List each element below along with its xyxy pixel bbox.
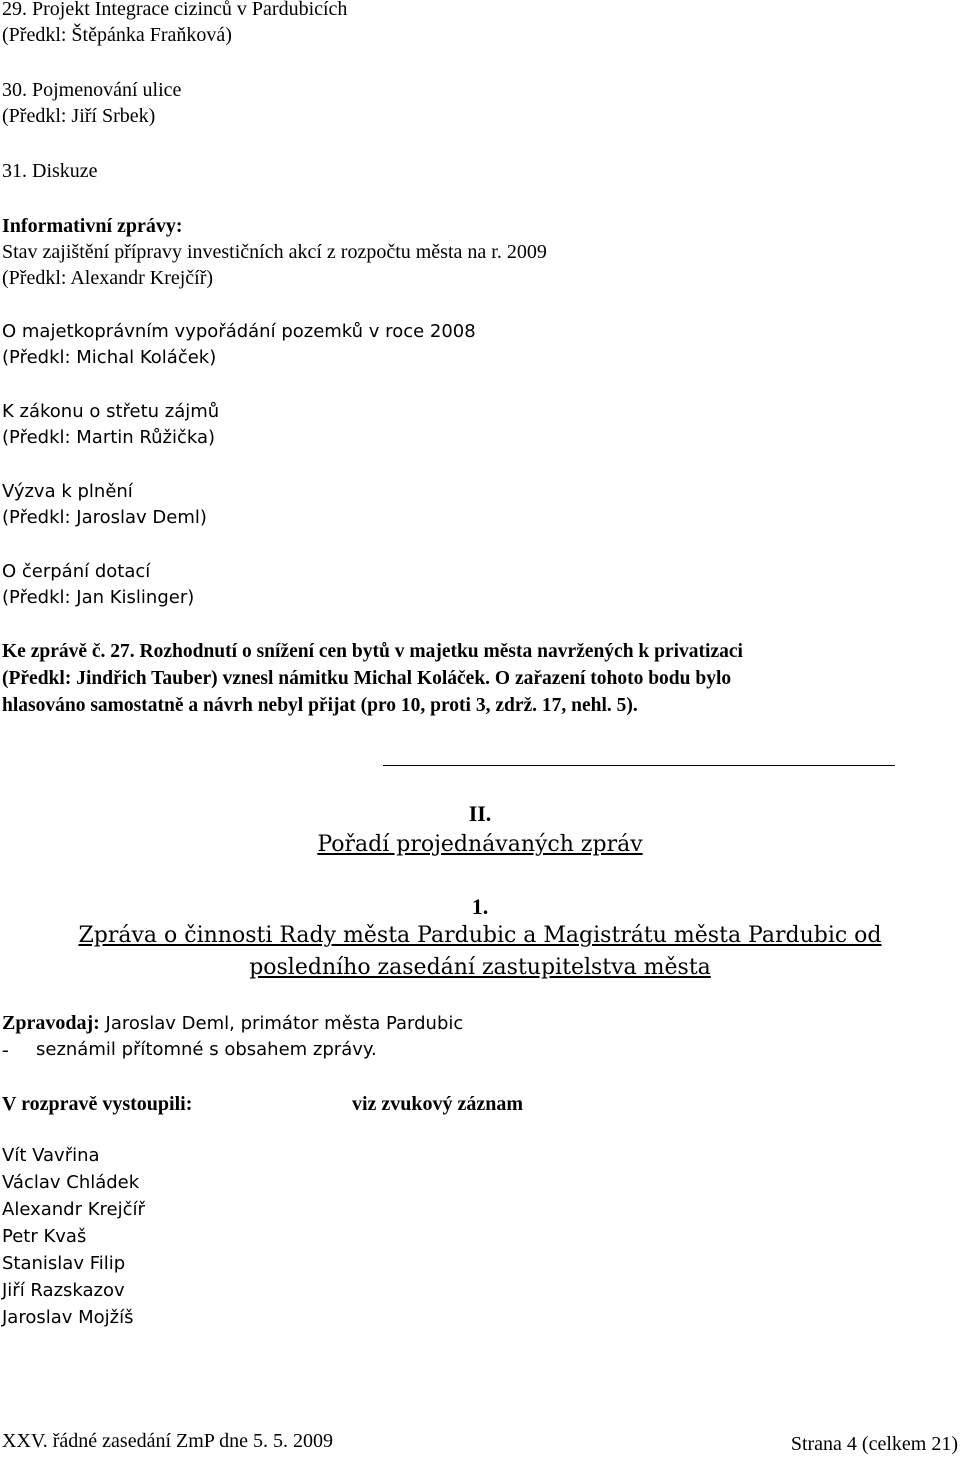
agenda-item-30-presenter: (Předkl: Jiří Srbek) xyxy=(2,105,156,127)
speaker-item: Jiří Razskazov xyxy=(2,1280,125,1301)
informative-item-3-presenter: (Předkl: Martin Růžička) xyxy=(2,427,216,448)
footer-left: XXV. řádné zasedání ZmP dne 5. 5. 2009 xyxy=(2,1430,334,1452)
speaker-item: Jaroslav Mojžíš xyxy=(2,1307,134,1328)
speaker-item: Stanislav Filip xyxy=(2,1253,126,1274)
rapporteur-label: Zpravodaj: xyxy=(2,1012,100,1034)
note-line-3: hlasováno samostatně a návrh nebyl přijat (pro 10, proti 3, zdrž. 17, nehl. 5). xyxy=(2,695,638,716)
note-line-2: (Předkl: Jindřich Tauber) vznesl námitku Michal Koláček. O zařazení tohoto bodu bylo xyxy=(2,668,732,689)
agenda-item-29-title: 29. Projekt Integrace cizinců v Pardubicích xyxy=(2,0,348,20)
note-line-1: Ke zprávě č. 27. Rozhodnutí o snížení cen bytů v majetku města navržených k privatizaci xyxy=(2,641,743,662)
report-title-line-1: Zpráva o činnosti Rady města Pardubic a Magistrátu města Pardubic od xyxy=(78,923,882,948)
informative-item-2-title: O majetkoprávním vypořádání pozemků v roce 2008 xyxy=(2,321,476,342)
section-numeral: II. xyxy=(468,801,492,826)
speaker-item: Petr Kvaš xyxy=(2,1226,87,1247)
agenda-item-31-title: 31. Diskuze xyxy=(2,160,98,182)
informative-item-5-presenter: (Předkl: Jan Kislinger) xyxy=(2,587,195,608)
rapporteur-line xyxy=(2,1010,463,1037)
informative-item-1-presenter: (Předkl: Alexandr Krejčíř) xyxy=(2,267,214,289)
footer-right: Strana 4 (celkem 21) xyxy=(790,1433,958,1455)
informative-item-4-title: Výzva k plnění xyxy=(2,481,133,502)
bullet-text: seznámil přítomné s obsahem zprávy. xyxy=(36,1039,377,1060)
informative-item-1-title: Stav zajištění přípravy investičních akcí z rozpočtu města na r. 2009 xyxy=(2,241,547,263)
bullet-line xyxy=(2,1037,377,1063)
agenda-item-29-presenter: (Předkl: Štěpánka Fraňková) xyxy=(2,24,232,46)
speaker-item: Vít Vavřina xyxy=(2,1145,100,1166)
debate-label: V rozpravě vystoupili: xyxy=(2,1093,193,1115)
informative-item-5-title: O čerpání dotací xyxy=(2,561,151,582)
report-title-line-2: posledního zasedání zastupitelstva města xyxy=(249,955,711,980)
report-number: 1. xyxy=(471,894,489,919)
informative-item-3-title: K zákonu o střetu zájmů xyxy=(2,401,220,422)
section-divider xyxy=(383,765,895,766)
agenda-item-30-title: 30. Pojmenování ulice xyxy=(2,79,182,101)
debate-value: viz zvukový záznam xyxy=(352,1093,524,1115)
speaker-item: Václav Chládek xyxy=(2,1172,140,1193)
informative-heading: Informativní zprávy: xyxy=(2,215,183,237)
informative-item-2-presenter: (Předkl: Michal Koláček) xyxy=(2,347,217,368)
informative-item-4-presenter: (Předkl: Jaroslav Deml) xyxy=(2,507,207,528)
speaker-item: Alexandr Krejčíř xyxy=(2,1199,145,1220)
section-title: Pořadí projednávaných zpráv xyxy=(317,832,643,857)
rapporteur-value: Jaroslav Deml, primátor města Pardubic xyxy=(99,1013,464,1034)
bullet-dash: - xyxy=(2,1039,9,1061)
